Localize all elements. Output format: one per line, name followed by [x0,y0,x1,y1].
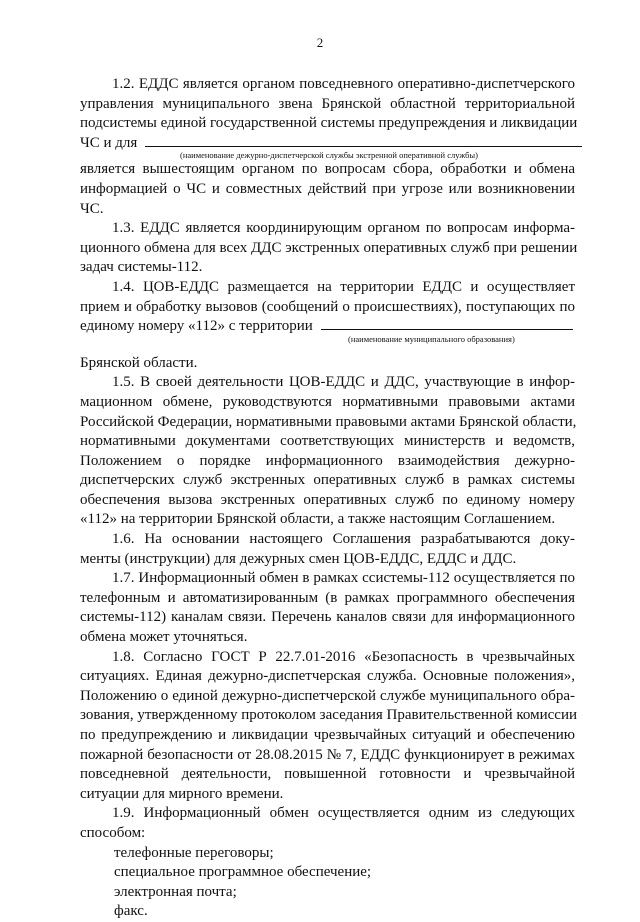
text-line: телефонным и автоматизированным (в рамках программного обеспечения [80,589,575,606]
text-line: является вышестоящим органом по вопросам сбора, обработки и обмена [80,161,575,178]
list-item: специальное программное обеспечение; [114,864,372,881]
text-line: ЧС. [80,200,104,217]
text-line: информацией о ЧС и совместных действий при угрозе или возникновении [80,180,575,197]
paragraph-1-5 [80,373,575,530]
text-line: диспетчерских служб экстренных оперативных служб в рамках системы [80,472,575,489]
text-line: зования, утвержденному протоколом заседания Правительственной комиссии [80,707,578,724]
text-line: прием и обработку вызовов (сообщений о происшествиях), поступающих по [80,298,575,315]
text-line: обеспечения вызова экстренных оперативных служб по единому номеру [80,491,575,508]
text-line: 1.8. Согласно ГОСТ Р 22.7.01-2016 «Безопасность в чрезвычайных [112,648,575,665]
text-line: 1.5. В своей деятельности ЦОВ-ЕДДС и ДДС, участвующие в инфор- [112,374,575,391]
document-body [80,75,578,922]
text-line: ситуациях. Единая дежурно-диспетчерская служба. Основные положения», [80,668,575,685]
blank-underline [145,145,582,147]
text-line: обмена может уточняться. [80,629,248,646]
field-caption: (наименование дежурно-диспетчерской службы экстренной оперативной службы) [180,150,478,161]
text-line: нормативными документами соответствующих министерств и ведомств, [80,433,575,450]
text-line: пожарной безопасности от 28.08.2015 № 7, ЕДДС функционирует в режимах [80,746,575,763]
text-line: 1.9. Информационный обмен осуществляется одним из следующих [112,805,575,822]
list-item: факс. [114,903,148,920]
text-line: способом: [80,824,146,841]
text-line: менты (инструкции) для дежурных смен ЦОВ-ЕДДС, ЕДДС и ДДС. [80,550,517,567]
text-line: мационном обмене, руководствуются нормативными правовыми актами [80,393,575,410]
blank-underline [321,328,573,330]
paragraph-1-6 [80,530,575,569]
text-line: управления муниципального звена Брянской областной территориальной [80,95,575,112]
text-line: Российской Федерации, нормативными правовыми актами Брянской области, [80,413,577,430]
field-caption: (наименование муниципального образования) [348,333,515,344]
text-line: Брянской области. [80,354,198,371]
text-line: ситуации для мирного времени. [80,785,284,802]
text-line: «112» на территории Брянской области, а также настоящим Соглашением. [80,511,556,528]
text-line: 1.3. ЕДДС является координирующим органом по вопросам информа- [112,220,575,237]
text-line: системы-112) каналам связи. Перечень каналов связи для информационного [80,609,575,626]
list-item: электронная почта; [114,883,237,900]
page-number: 2 [316,35,324,50]
text-line: повседневной деятельности, повышенной готовности и чрезвычайной [80,766,575,783]
paragraph-1-3 [80,219,578,278]
text-line: ЧС и для [80,134,138,151]
paragraph-1-2 [80,75,578,219]
text-line: 1.7. Информационный обмен в рамках ссистемы-112 осуществляется по [112,570,575,587]
text-line: Положению о единой дежурно-диспетчерской службе муниципального обра- [80,687,575,704]
paragraph-1-4 [80,278,575,373]
paragraph-1-9 [80,804,575,922]
text-line: ционного обмена для всех ДДС экстренных оперативных служб при решении [80,239,578,256]
text-line: Положением о порядке информационного взаимодействия дежурно- [80,452,575,469]
text-line: 1.2. ЕДДС является органом повседневного оперативно-диспетчерского [112,76,575,92]
paragraph-1-8 [80,648,578,805]
text-line: 1.6. На основании настоящего Соглашения разрабатываются доку- [112,531,575,548]
text-line: 1.4. ЦОВ-ЕДДС размещается на территории ЕДДС и осуществляет [112,278,575,295]
list-item: телефонные переговоры; [114,844,274,861]
text-line: задач системы-112. [80,259,203,276]
paragraph-1-7 [80,569,575,647]
text-line: подсистемы единой государственной системы предупреждения и ликвидации [80,115,578,132]
text-line: по предупреждению и ликвидации чрезвычайных ситуаций и обеспечению [80,727,575,743]
text-line: единому номеру «112» с территории [80,318,313,335]
